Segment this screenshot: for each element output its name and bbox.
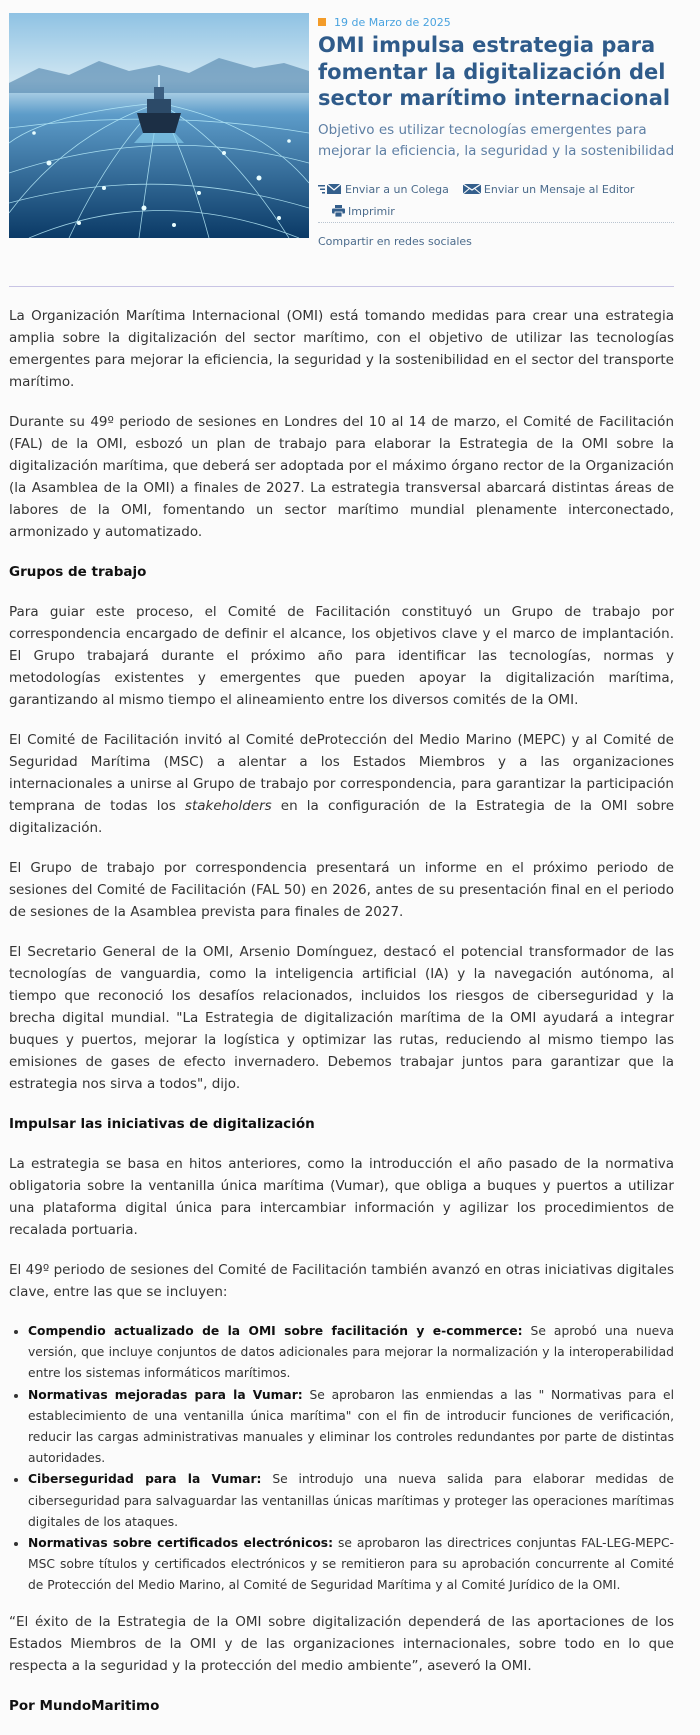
article-date: [318, 14, 678, 30]
paragraph: Durante su 49º periodo de sesiones en Londres del 10 al 14 de marzo, el Comité de Facilitación (FAL) de la OMI, esbozó un plan de trabajo para elaborar la Estrategia de la OMI sobre la digitalización marítima, que deberá ser adoptada por el máximo órgano rector de la Organización (la Asamblea de la OMI) a finales de 2027. La estrategia transversal abarcará distintas áreas de labores de la OMI, fomentando un sector marítimo mundial plenamente interconectado, armonizado y automatizado.: [9, 414, 674, 540]
stakeholders-term: stakeholders: [184, 798, 272, 814]
list-item-text: Se aprobaron las enmiendas a las " Normativas para el establecimiento de una ventanilla única marítima" con el fin de introducir funciones de verificación, reducir las cargas administrativas manuales y eliminar los controles redundantes por parte de distintas autoridades.: [28, 1387, 674, 1466]
article-actions: [318, 182, 674, 223]
list-item: [28, 1533, 674, 1597]
section-heading: Impulsar las iniciativas de digitalización: [9, 1116, 315, 1132]
list-item-title: Ciberseguridad para la Vumar:: [28, 1472, 262, 1487]
paragraph: El 49º periodo de sesiones del Comité de Facilitación también avanzó en otras iniciativas digitales clave, entre las que se incluyen:: [9, 1262, 674, 1300]
list-item-title: Normativas sobre certificados electrónicos:: [28, 1536, 334, 1551]
paragraph: El Grupo de trabajo por correspondencia presentará un informe en el próximo periodo de sesiones del Comité de Facilitación (FAL 50) en 2026, antes de su presentación final en el periodo de sesiones de la Asamblea prevista para finales de 2027.: [9, 860, 674, 920]
list-item: [28, 1469, 674, 1533]
list-item: [28, 1321, 674, 1385]
send-editor-label: Enviar un Mensaje al Editor: [483, 182, 635, 196]
send-editor-link[interactable]: [463, 183, 635, 196]
print-link[interactable]: [332, 205, 395, 218]
article-header: [318, 14, 678, 162]
paragraph: El Secretario General de la OMI, Arsenio Domínguez, destacó el potencial transformador de las tecnologías de vanguardia, como la inteligencia artificial (IA) y la navegación autónoma, al tiempo que reconoció los desafíos relacionados, incluidos los riesgos de ciberseguridad y la brecha digital mundial. "La Estrategia de digitalización marítima de la OMI ayudará a integrar buques y puertos, mejorar la logística y optimizar las rutas, reduciendo al mismo tiempo las emisiones de gases de efecto invernadero. Debemos trabajar juntos para garantizar que la estrategia nos sirva a todos", dijo.: [9, 944, 674, 1092]
article-body: [9, 305, 674, 1735]
byline: Por MundoMaritimo: [9, 1697, 160, 1714]
paragraph: [9, 729, 674, 839]
date-text: 19 de Marzo de 2025: [334, 15, 451, 29]
paragraph: “El éxito de la Estrategia de la OMI sobre digitalización dependerá de las aportaciones de los Estados Miembros de la OMI y de las organizaciones internacionales, sobre todo en lo que respecta a la seguridad y la protección del medio ambiente”, aseveró la OMI.: [9, 1613, 674, 1674]
paragraph-text: El Comité de Facilitación invitó al Comité deProtección del Medio Marino (MEPC) y al Comité de Seguridad Marítima (MSC) a alentar a los Estados Miembros y a las organizaciones internacionales a unirse al Grupo de trabajo por correspondencia, para garantizar la participación temprana de todas los: [9, 732, 674, 814]
list-item-text: Se introdujo una nueva salida para elaborar medidas de ciberseguridad para salvaguardar las ventanillas únicas marítimas y proteger las operaciones marítimas digitales de los ataques.: [28, 1472, 674, 1529]
paragraph-text: en la configuración de la Estrategia de la OMI sobre digitalización.: [9, 798, 675, 836]
list-item-title: Normativas mejoradas para la Vumar:: [28, 1387, 303, 1402]
printer-icon: [332, 205, 345, 217]
date-marker-icon: [318, 18, 326, 26]
send-colleague-icon: [318, 183, 342, 195]
ship-network-illustration: [9, 13, 309, 238]
share-social-link[interactable]: Compartir en redes sociales: [318, 235, 472, 248]
header-separator: [9, 286, 674, 287]
paragraph: Para guiar este proceso, el Comité de Facilitación constituyó un Grupo de trabajo por correspondencia encargado de definir el alcance, los objetivos clave y el marco de implantación. El Grupo trabajará durante el próximo año para identificar las tecnologías, normas y metodologías existentes y emergentes que pueden apoyar la digitalización marítima, garantizando al mismo tiempo el alineamiento entre los diversos comités de la OMI.: [9, 604, 674, 708]
article-subtitle: Objetivo es utilizar tecnologías emergentes para mejorar la eficiencia, la seguridad y la sostenibilidad: [318, 121, 675, 159]
list-item: [28, 1385, 674, 1470]
print-label: Imprimir: [348, 204, 395, 218]
article-title: OMI impulsa estrategia para fomentar la digitalización del sector marítimo internacional: [318, 33, 671, 110]
initiatives-list: [9, 1321, 674, 1597]
actions-divider: [318, 222, 674, 223]
paragraph: La estrategia se basa en hitos anteriores, como la introducción el año pasado de la normativa obligatoria sobre la ventanilla única marítima (Vumar), que obliga a buques y puertos a utilizar una plataforma digital única para intercambiar información y agilizar los procedimientos de recalada portuaria.: [9, 1156, 674, 1238]
hero-image: [9, 13, 309, 238]
list-item-text: se aprobaron las directrices conjuntas FAL-LEG-MEPC-MSC sobre títulos y certificados electrónicos y se remitieron para su aprobación concurrente al Comité de Protección del Medio Marino, al Comité de Seguridad Marítima y al Comité Jurídico de la OMI.: [28, 1536, 674, 1593]
section-heading: Grupos de trabajo: [9, 564, 147, 580]
paragraph: La Organización Marítima Internacional (OMI) está tomando medidas para crear una estrategia amplia sobre la digitalización del sector marítimo, con el objetivo de utilizar las tecnologías emergentes para mejorar la eficiencia, la seguridad y la sostenibilidad en el sector del transporte marítimo.: [9, 308, 674, 390]
list-item-title: Compendio actualizado de la OMI sobre facilitación y e-commerce:: [28, 1324, 523, 1338]
envelope-icon: [463, 183, 481, 195]
send-colleague-link[interactable]: [318, 183, 449, 196]
send-colleague-label: Enviar a un Colega: [345, 182, 449, 196]
list-item-text: Se aprobó una nueva versión, que incluye conjuntos de datos adicionales para mejorar la normalización y la interoperabilidad entre los sistemas informáticos marítimos.: [28, 1324, 675, 1381]
